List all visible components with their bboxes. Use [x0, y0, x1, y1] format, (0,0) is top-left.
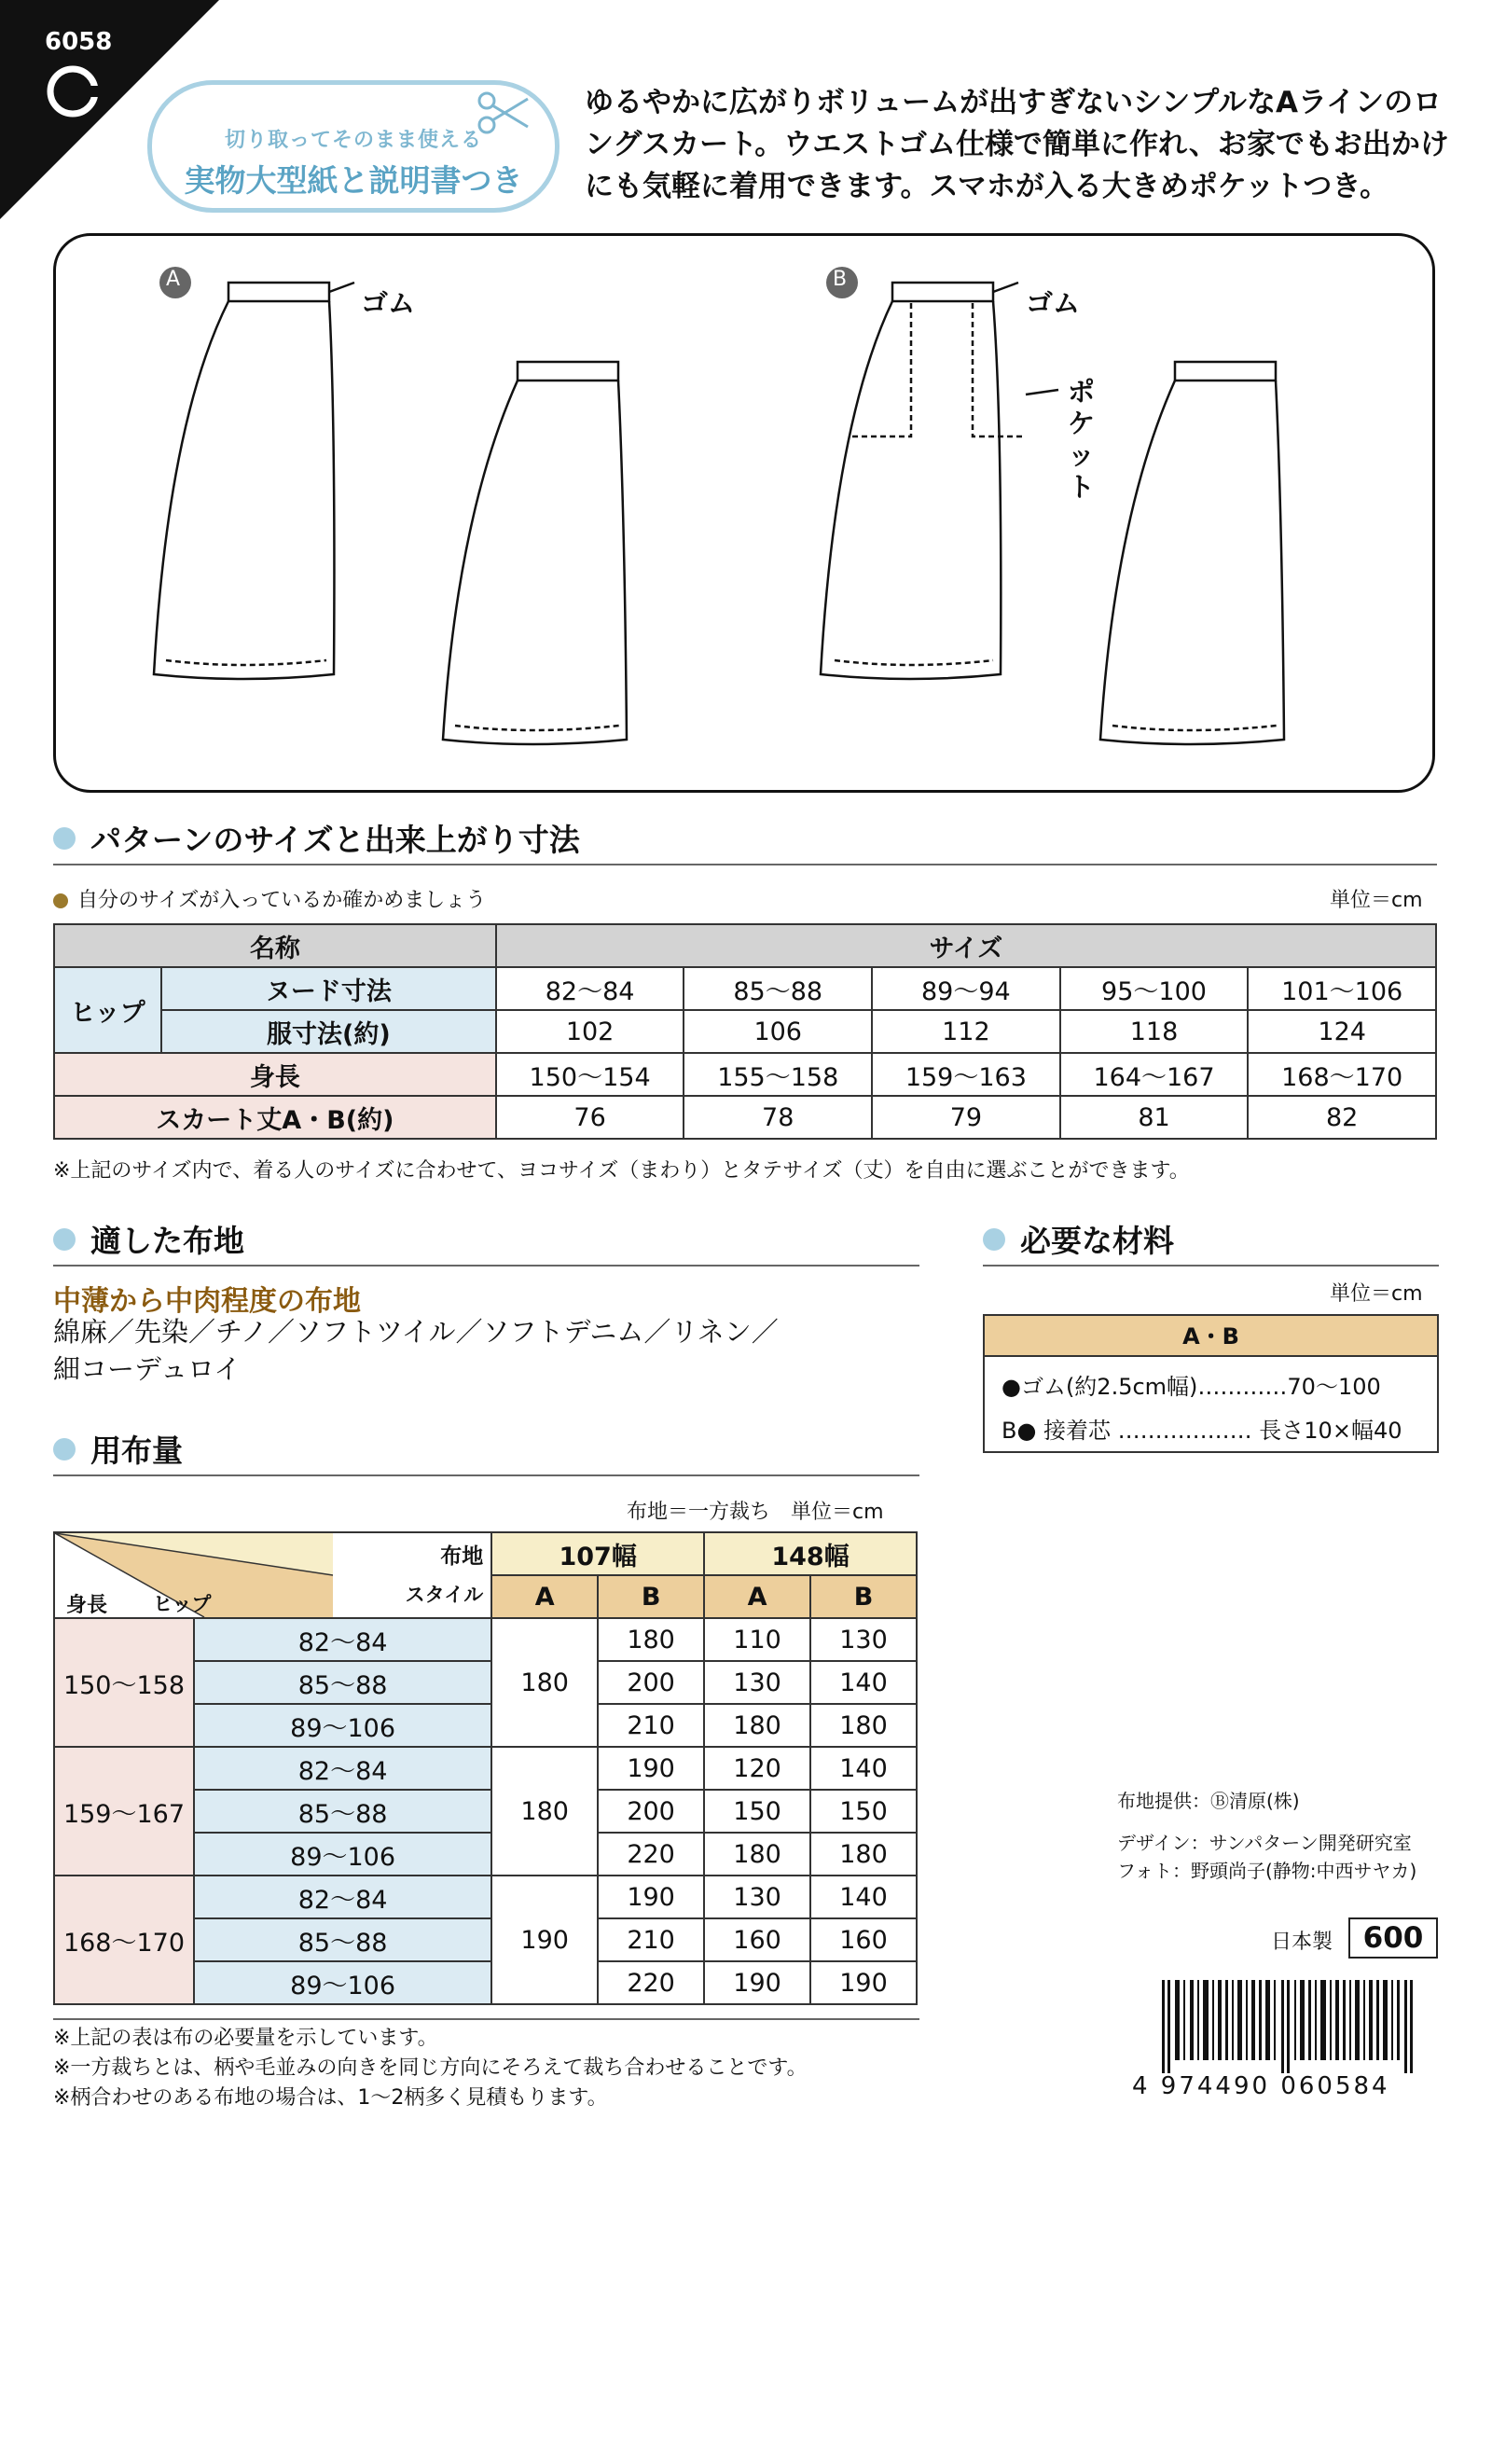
yardage-cell: 190 — [704, 1961, 810, 2004]
badge-line2: 実物大型紙と説明書つき — [184, 162, 523, 199]
size-note: 自分のサイズが入っているか確かめましょう — [53, 884, 486, 913]
yardage-cell: 190 — [598, 1876, 704, 1918]
marker-b: B — [833, 268, 848, 291]
yardage-cell: 130 — [810, 1618, 917, 1661]
hip-cell: 82〜84 — [194, 1876, 491, 1918]
size-cell: 78 — [684, 1096, 872, 1139]
divider — [53, 2018, 919, 2020]
yardage-cell: 220 — [598, 1833, 704, 1876]
yardage-table-wrap — [53, 1531, 918, 2464]
scissors-icon — [476, 90, 532, 136]
yardage-cell: 140 — [810, 1661, 917, 1704]
yardage-cell: 160 — [810, 1918, 917, 1961]
size-cell: 85〜88 — [684, 967, 872, 1010]
width-107-header: 107幅 — [491, 1532, 704, 1575]
yardage-cell: 210 — [598, 1704, 704, 1747]
yardage-cell: 190 — [598, 1747, 704, 1790]
yardage-cell: 200 — [598, 1790, 704, 1833]
yardage-cell: 150 — [704, 1790, 810, 1833]
size-cell: 118 — [1060, 1010, 1249, 1053]
size-cell: 81 — [1060, 1096, 1249, 1139]
yardage-cell: 180 — [598, 1618, 704, 1661]
product-code: 6058 — [45, 28, 113, 56]
divider — [53, 1265, 919, 1267]
fabric-line1: 綿麻／先染／チノ／ソフトツイル／ソフトデニム／リネン／ — [53, 1316, 779, 1348]
hip-cell: 82〜84 — [194, 1747, 491, 1790]
size-cell: 89〜94 — [872, 967, 1060, 1010]
yardage-cell: 130 — [704, 1661, 810, 1704]
label-elastic-b: ゴム — [1026, 287, 1081, 319]
yardage-note: ※柄合わせのある布地の場合は、1〜2柄多く見積もります。 — [53, 2086, 608, 2110]
style-b-header: B — [598, 1575, 704, 1618]
yardage-cell: 140 — [810, 1747, 917, 1790]
yardage-cell: 180 — [491, 1618, 598, 1747]
yardage-cell: 140 — [810, 1876, 917, 1918]
yardage-cell: 220 — [598, 1961, 704, 2004]
size-cell: 95〜100 — [1060, 967, 1249, 1010]
materials-unit: 単位＝cm — [1330, 1282, 1423, 1306]
materials-title: 必要な材料 — [983, 1217, 1174, 1261]
width-148-header: 148幅 — [704, 1532, 917, 1575]
size-cell: 106 — [684, 1010, 872, 1053]
intro-text: ゆるやかに広がりボリュームが出すぎないシンプルなAラインのロングスカート。ウエストゴム仕様で簡単に作れ、お家でもお出かけにも気軽に着用できます。スマホが入る大きめポケットつき。 — [585, 86, 1449, 203]
section-dot-icon — [983, 1228, 1005, 1251]
size-cell: 150〜154 — [496, 1053, 684, 1096]
size-cell: 159〜163 — [872, 1053, 1060, 1096]
barcode — [1141, 1980, 1440, 2073]
badge-line1: 切り取ってそのまま使える — [224, 129, 482, 152]
size-cell: 101〜106 — [1248, 967, 1436, 1010]
brand-logo-icon — [45, 63, 101, 119]
yardage-cell: 180 — [704, 1833, 810, 1876]
size-header: サイズ — [496, 924, 1436, 967]
yardage-cell: 200 — [598, 1661, 704, 1704]
label-elastic-a: ゴム — [361, 287, 416, 319]
section-dot-icon — [53, 1228, 76, 1251]
skirt-drawings — [56, 236, 1432, 790]
hip-cell: 85〜88 — [194, 1918, 491, 1961]
fabric-subtitle: 中薄から中肉程度の布地 — [53, 1285, 361, 1318]
size-cell: 155〜158 — [684, 1053, 872, 1096]
barcode-number: 4 974490 060584 — [1132, 2072, 1390, 2100]
style-a-header: A — [704, 1575, 810, 1618]
materials-box — [983, 1314, 1439, 1453]
size-cell: 164〜167 — [1060, 1053, 1249, 1096]
yardage-cell: 180 — [810, 1704, 917, 1747]
size-section-title: パターンのサイズと出来上がり寸法 — [53, 816, 580, 860]
fabric-section-title: 適した布地 — [53, 1217, 244, 1261]
hip-cell: 82〜84 — [194, 1618, 491, 1661]
size-cell: 168〜170 — [1248, 1053, 1436, 1096]
row-label: 服寸法(約) — [161, 1010, 496, 1053]
size-cell: 102 — [496, 1010, 684, 1053]
materials-header: A・B — [985, 1316, 1437, 1357]
row-label: ヌード寸法 — [161, 967, 496, 1010]
yardage-note: ※一方裁ちとは、柄や毛並みの向きを同じ方向にそろえて裁ち合わせることです。 — [53, 2056, 808, 2080]
barcode-icon — [1141, 1980, 1440, 2073]
size-footnote: ※上記のサイズ内で、着る人のサイズに合わせて、ヨコサイズ（まわり）とタテサイズ（丈）を自由に選ぶことができます。 — [53, 1159, 1190, 1183]
size-cell: 112 — [872, 1010, 1060, 1053]
yardage-unit: 布地＝一方裁ち 単位＝cm — [627, 1501, 884, 1524]
size-table — [53, 923, 1437, 1140]
height-group: 159〜167 — [54, 1747, 194, 1876]
height-group: 168〜170 — [54, 1876, 194, 2004]
section-dot-icon — [53, 827, 76, 850]
hip-cell: 89〜106 — [194, 1961, 491, 2004]
hip-cell: 89〜106 — [194, 1833, 491, 1876]
divider — [983, 1265, 1439, 1267]
diag-hip: ヒップ — [153, 1593, 212, 1615]
size-cell: 76 — [496, 1096, 684, 1139]
materials-item: B● 接着芯 ……………… 長さ10×幅40 — [1002, 1418, 1402, 1444]
divider — [53, 864, 1437, 865]
hip-label: ヒップ — [54, 967, 161, 1053]
fabric-line2: 細コーデュロイ — [53, 1353, 242, 1385]
row-label: スカート丈A・B(約) — [54, 1096, 496, 1139]
section-dot-icon — [53, 1438, 76, 1460]
size-cell: 82 — [1248, 1096, 1436, 1139]
yardage-cell: 210 — [598, 1918, 704, 1961]
diag-fabric: 布地 — [440, 1544, 484, 1569]
style-b-header: B — [810, 1575, 917, 1618]
size-unit: 単位＝cm — [1330, 889, 1423, 912]
name-header: 名称 — [54, 924, 496, 967]
divider — [53, 1474, 919, 1476]
hip-cell: 85〜88 — [194, 1790, 491, 1833]
yardage-cell: 150 — [810, 1790, 917, 1833]
marker-a: A — [166, 268, 181, 291]
illustration-panel — [53, 233, 1435, 793]
yardage-title: 用布量 — [53, 1427, 183, 1471]
price: 600 — [1348, 1917, 1438, 1959]
diag-style: スタイル — [405, 1584, 484, 1606]
credit-design: デザイン：サンパターン開発研究室 — [1117, 1832, 1412, 1854]
yardage-cell: 160 — [704, 1918, 810, 1961]
height-group: 150〜158 — [54, 1618, 194, 1747]
yardage-note: ※上記の表は布の必要量を示しています。 — [53, 2027, 438, 2050]
yardage-cell: 180 — [491, 1747, 598, 1876]
size-cell: 124 — [1248, 1010, 1436, 1053]
made-in: 日本製 — [1271, 1931, 1333, 1954]
yardage-table — [53, 1531, 918, 2005]
hip-cell: 85〜88 — [194, 1661, 491, 1704]
yardage-cell: 180 — [704, 1704, 810, 1747]
diag-height: 身長 — [66, 1594, 108, 1617]
yardage-cell: 190 — [491, 1876, 598, 2004]
yardage-cell: 120 — [704, 1747, 810, 1790]
row-label: 身長 — [54, 1053, 496, 1096]
size-cell: 82〜84 — [496, 967, 684, 1010]
yardage-cell: 130 — [704, 1876, 810, 1918]
style-a-header: A — [491, 1575, 598, 1618]
diagonal-header — [54, 1532, 491, 1618]
credit-photo: フォト：野頭尚子(静物:中西サヤカ) — [1117, 1860, 1417, 1882]
yardage-cell: 190 — [810, 1961, 917, 2004]
label-pocket: ポケット — [1068, 376, 1096, 503]
yardage-notes — [53, 2024, 808, 2113]
credit-fabric: 布地提供：Ⓑ清原(株) — [1117, 1790, 1300, 1812]
materials-item: ●ゴム(約2.5cm幅)…………70〜100 — [1002, 1374, 1381, 1400]
bullet-icon — [53, 893, 68, 908]
yardage-cell: 110 — [704, 1618, 810, 1661]
size-cell: 79 — [872, 1096, 1060, 1139]
hip-cell: 89〜106 — [194, 1704, 491, 1747]
yardage-cell: 180 — [810, 1833, 917, 1876]
